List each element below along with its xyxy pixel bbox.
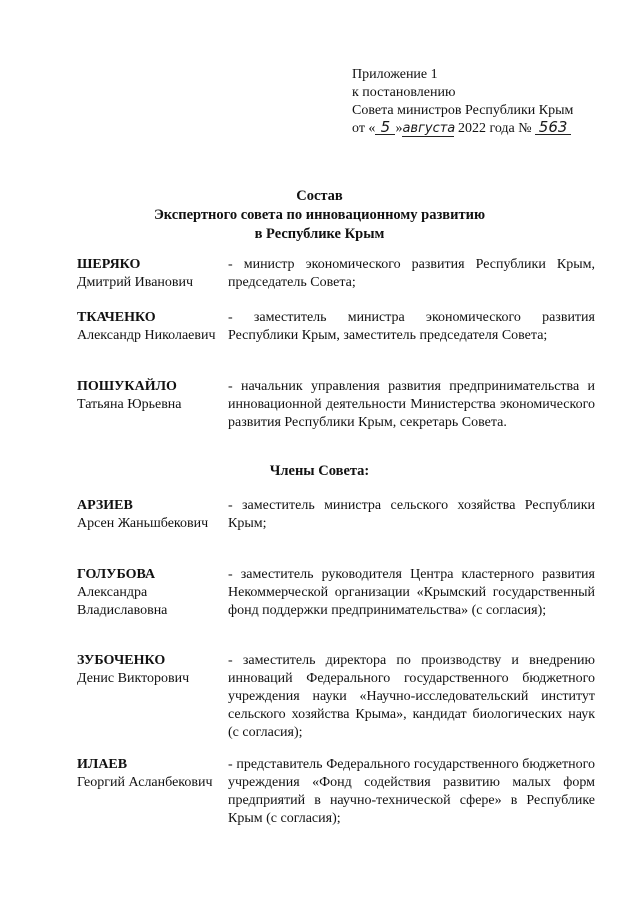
person-given-name: Татьяна Юрьевна <box>77 397 182 412</box>
title-line-2: Экспертного совета по инновационному развитию <box>153 207 486 223</box>
person-surname: ТКАЧЕНКО <box>77 310 156 325</box>
person-given-name: Денис Викторович <box>77 671 190 686</box>
person-surname: ГОЛУБОВА <box>77 567 156 582</box>
person-surname: ЗУБОЧЕНКО <box>77 653 166 668</box>
person-given-name: Дмитрий Иванович <box>77 275 194 290</box>
date-month-handwritten: августа <box>402 121 456 136</box>
date-day-handwritten: 5 <box>375 120 395 135</box>
person-given-name: Георгий Асланбекович <box>77 775 213 790</box>
person-name <box>77 309 222 345</box>
person-surname: АРЗИЕВ <box>77 498 133 513</box>
resolution-number-handwritten: 563 <box>535 120 571 135</box>
person-given-name: Арсен Жаньшбекович <box>77 516 209 531</box>
title-line-3: в Республике Крым <box>254 226 385 242</box>
person-name <box>77 497 222 533</box>
date-mid: » <box>395 121 403 136</box>
person-surname: ИЛАЕВ <box>77 757 128 772</box>
person-position: - министр экономического развития Республики Крым, председатель Совета; <box>228 257 595 290</box>
person-surname: ПОШУКАЙЛО <box>77 379 177 394</box>
date-prefix: от « <box>352 121 376 136</box>
person-position: - заместитель министра экономического развития Республики Крым, заместитель председателя Совета; <box>228 310 595 343</box>
annex-line-2: к постановлению <box>352 85 456 100</box>
person-given-name: Александр Николаевич <box>77 328 216 343</box>
date-year: 2022 года № <box>454 121 536 136</box>
members-heading: Члены Совета: <box>269 463 370 479</box>
person-name <box>77 756 222 792</box>
person-position: - начальник управления развития предпринимательства и инновационной деятельности Министерства экономического развития Республики Крым, секретарь Совета. <box>228 379 595 430</box>
person-surname: ШЕРЯКО <box>77 257 141 272</box>
person-name <box>77 378 222 414</box>
person-position: - заместитель директора по производству и внедрению инноваций Федерального государственного бюджетного учреждения науки «Научно-исследовательский институт сельского хозяйства Крыма», кандидат биологических наук (с согласия); <box>228 653 595 740</box>
annex-line-3: Совета министров Республики Крым <box>352 103 574 118</box>
person-position: - представитель Федерального государственного бюджетного учреждения «Фонд содействия развитию малых форм предприятий в научно-технической сфере» в Республике Крым (с согласия); <box>228 757 595 826</box>
person-name <box>77 566 222 620</box>
person-name <box>77 652 222 688</box>
person-position: - заместитель руководителя Центра кластерного развития Некоммерческой организации «Крымский государственный фонд поддержки предпринимательства» (с согласия); <box>228 567 595 618</box>
person-name <box>77 256 222 292</box>
document-title <box>0 187 639 244</box>
person-position: - заместитель министра сельского хозяйства Республики Крым; <box>228 498 595 531</box>
annex-line-1: Приложение 1 <box>352 67 438 82</box>
annex-header <box>352 66 573 138</box>
title-line-1: Состав <box>296 188 343 204</box>
person-given-name: Александра Владиславовна <box>77 585 168 618</box>
annex-date-line <box>352 120 573 138</box>
